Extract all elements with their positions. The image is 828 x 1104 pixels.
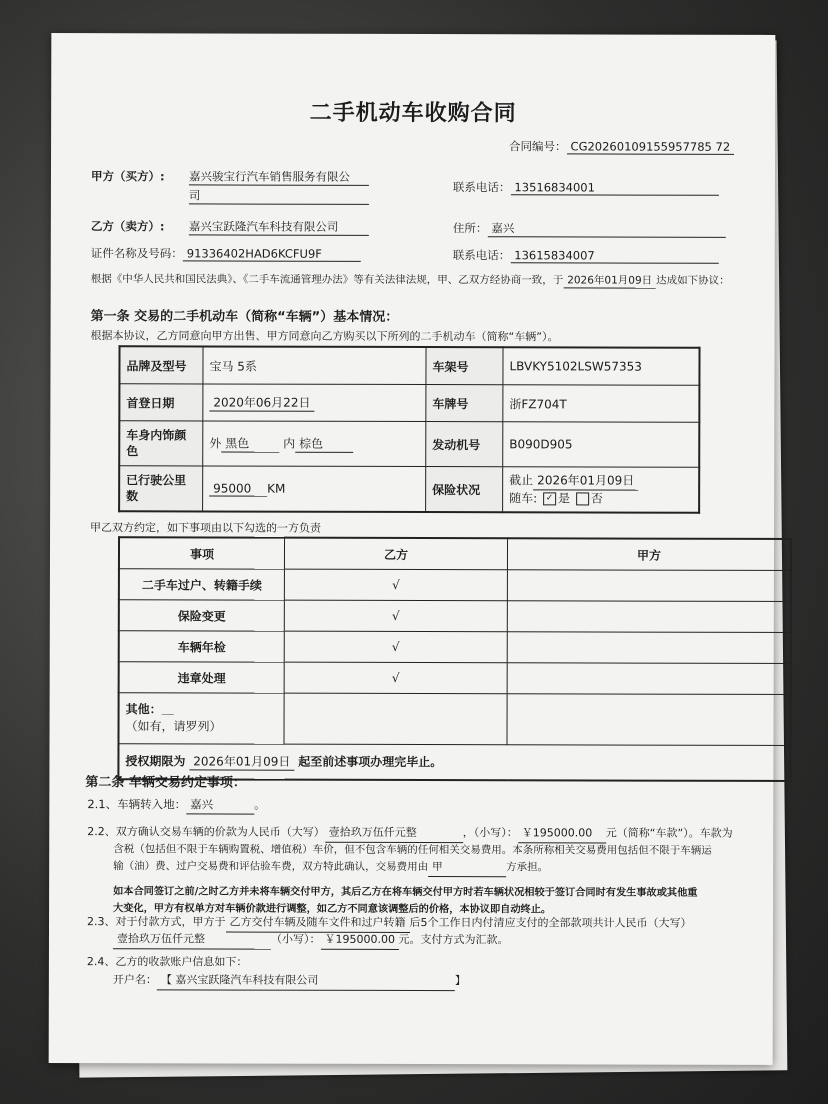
duty-a-check[interactable] bbox=[507, 663, 791, 695]
party-b-phone bbox=[453, 247, 719, 264]
party-a-phone bbox=[453, 179, 719, 196]
insurance-no-checkbox[interactable] bbox=[576, 492, 589, 505]
party-b-phone-value: 13615834007 bbox=[510, 248, 718, 264]
brand-label: 品牌及型号 bbox=[119, 346, 203, 384]
duty-row bbox=[119, 662, 791, 695]
insurance-yes-checkbox[interactable]: ✓ bbox=[543, 492, 556, 505]
party-a-label: 甲方（买方）: bbox=[90, 169, 165, 184]
duty-item: 违章处理 bbox=[119, 662, 285, 693]
authorization-label: 授权期限为 bbox=[125, 754, 186, 769]
party-a-phone-value: 13516834001 bbox=[510, 180, 718, 196]
insurance-until-date: 2026年01月09日 bbox=[533, 472, 638, 490]
bold-clause-line1: 如本合同签订之前/之时乙方并未将车辆交付甲方，其后乙方在将车辆交付甲方时若车辆状况相较于签订合同时有发生事故或其他重 bbox=[113, 886, 698, 899]
duty-row bbox=[119, 631, 791, 664]
color-label-line1: 车身内饰颜 bbox=[126, 428, 187, 443]
vin-value: LBVKY5102LSW57353 bbox=[503, 347, 700, 385]
clause-2-3-text-2: 后5个工作日内付清应支付的全部款项共计人民币（大写） bbox=[409, 915, 692, 930]
color-label bbox=[119, 421, 203, 466]
duty-a-check[interactable] bbox=[507, 601, 791, 633]
clause-2-4-text: 乙方的收款账户信息如下： bbox=[115, 955, 248, 969]
party-b-phone-label: 联系电话： bbox=[452, 248, 511, 263]
duties-header-a: 甲方 bbox=[507, 538, 791, 570]
preamble-date: 2026年01月09日 bbox=[563, 272, 656, 288]
preamble-text: 根据《中华人民共和国民法典》、《二手车流通管理办法》等有关法律法规，甲、乙双方经协商一致，于 bbox=[90, 273, 564, 287]
duty-other-hint: （如有，请罗列） bbox=[125, 719, 222, 734]
mileage-unit: KM bbox=[267, 481, 286, 496]
clause-2-2-text-2: ，（小写）： bbox=[462, 826, 518, 840]
clause-2-1-no: 2.1、 bbox=[87, 797, 118, 812]
duties-intro: 甲乙双方约定，如下事项由以下勾选的一方负责 bbox=[90, 521, 322, 535]
engine-value: B090D905 bbox=[503, 422, 700, 468]
clause-2-2-upper-amount: 壹拾玖万伍仟元整 bbox=[325, 824, 463, 843]
color-cell bbox=[203, 421, 426, 467]
interior-color: 棕色 bbox=[295, 435, 353, 453]
clause-2-1: 2.1、车辆转入地： 嘉兴 。 bbox=[87, 795, 265, 814]
duty-other-cell bbox=[118, 693, 284, 744]
contract-number-value: CG20260109155957785 72 bbox=[567, 139, 735, 154]
clause-2-3-lower-amount: ￥195000.00 bbox=[320, 931, 398, 950]
account-holder-name: 【 嘉兴宝跃隆汽车科技有限公司 bbox=[157, 971, 455, 991]
party-b-name: 嘉兴宝跃隆汽车科技有限公司 bbox=[189, 218, 369, 235]
clause-2-2-payer: 甲 bbox=[428, 858, 506, 877]
duty-other-value: ＿ bbox=[161, 702, 174, 717]
duty-row bbox=[119, 569, 791, 602]
authorization-tail: 起至前述事项办理完毕止。 bbox=[298, 754, 443, 770]
duty-item: 二手车过户、转籍手续 bbox=[119, 569, 285, 600]
vehicle-info-table bbox=[118, 345, 700, 514]
duty-a-check[interactable] bbox=[507, 632, 791, 664]
contract-page bbox=[49, 33, 776, 1065]
clause-2-3-text: 对于付款方式，甲方于 bbox=[115, 915, 226, 929]
clause-2-2-line3 bbox=[113, 857, 548, 877]
clause-2-2-text: 双方确认交易车辆的价款为人民币（大写） bbox=[115, 825, 325, 839]
duty-item: 保险变更 bbox=[119, 600, 285, 631]
exterior-label: 外 bbox=[209, 436, 222, 451]
clause-2-4-no: 2.4、 bbox=[86, 955, 116, 969]
interior-label: 内 bbox=[283, 436, 296, 451]
duty-other-label: 其他： bbox=[125, 702, 162, 717]
party-a-name-line2: 司 bbox=[189, 187, 369, 204]
reg-date-cell bbox=[203, 384, 426, 422]
insurance-with-label: 随车: bbox=[509, 490, 538, 505]
clause-2-2-line3-text: 输（油）费、过户交易费和评估验车费，双方特此确认，交易费用由 bbox=[113, 860, 429, 874]
account-holder-bracket: 】 bbox=[454, 974, 466, 988]
reg-date-label: 首登日期 bbox=[119, 384, 203, 421]
clause-2-2-line3-tail: 方承担。 bbox=[506, 861, 549, 874]
mileage-label bbox=[119, 466, 203, 512]
color-label-line2: 色 bbox=[126, 444, 139, 459]
party-a-name-line1: 嘉兴骏宝行汽车销售服务有限公 bbox=[189, 168, 369, 185]
certificate bbox=[91, 245, 361, 262]
article-1-title: 第一条 交易的二手机动车（简称“车辆”）基本情况： bbox=[90, 309, 399, 325]
duty-b-check[interactable]: √ bbox=[284, 631, 507, 663]
duty-other-a[interactable] bbox=[507, 694, 791, 746]
authorization-date: 2026年01月09日 bbox=[189, 752, 294, 770]
certificate-label: 证件名称及号码： bbox=[90, 246, 183, 261]
exterior-color: 黑色 bbox=[221, 435, 279, 453]
plate-label: 车牌号 bbox=[426, 385, 503, 422]
clause-2-3-text-3: （小写）： bbox=[270, 932, 321, 946]
party-b-label: 乙方（卖方）: bbox=[90, 219, 165, 234]
duty-b-check[interactable]: √ bbox=[284, 600, 507, 632]
clause-2-4 bbox=[87, 953, 248, 971]
article-2-title: 第二条 车辆交易约定事项： bbox=[85, 775, 246, 791]
duties-header-item: 事项 bbox=[119, 537, 285, 569]
duty-b-check[interactable]: √ bbox=[284, 569, 507, 601]
mileage-value: 95000 bbox=[209, 481, 267, 496]
engine-label: 发动机号 bbox=[426, 422, 503, 467]
mileage-label-line2: 数 bbox=[126, 489, 139, 504]
clause-2-3-upper-amount: 壹拾玖万伍仟元整 bbox=[113, 930, 271, 949]
preamble-tail: 达成如下协议： bbox=[656, 274, 730, 287]
clause-2-1-value: 嘉兴 bbox=[186, 795, 254, 814]
insurance-yes-label: 是 bbox=[557, 490, 571, 505]
clause-2-2-lower-amount: ￥195000.00 bbox=[518, 824, 606, 843]
mileage-label-line1: 已行驶公里 bbox=[126, 473, 187, 488]
brand-value: 宝马 5系 bbox=[203, 346, 426, 384]
duty-a-check[interactable] bbox=[507, 570, 791, 602]
duties-table bbox=[117, 536, 792, 782]
party-b-address bbox=[453, 220, 726, 238]
clause-2-3-no: 2.3、 bbox=[87, 915, 116, 929]
clause-2-3-text-4: 元。支付方式为汇款。 bbox=[398, 932, 509, 947]
document-title: 二手机动车收购合同 bbox=[309, 100, 517, 127]
party-a-phone-label: 联系电话： bbox=[452, 180, 511, 195]
clause-2-1-text: 车辆转入地： bbox=[117, 797, 187, 812]
contract-number-label: 合同编号： bbox=[509, 139, 567, 154]
certificate-value: 91336402HAD6KCFU9F bbox=[183, 246, 361, 261]
clause-2-2-no: 2.2、 bbox=[87, 825, 116, 839]
clause-2-3-line2 bbox=[113, 930, 509, 950]
article-1-intro: 根据本协议，乙方同意向甲方出售、甲方同意向乙方购买以下所列的二手机动车（简称“车辆”）。 bbox=[90, 329, 559, 344]
account-holder-label: 开户名： bbox=[112, 973, 157, 987]
reg-date-value: 2020年06月22日 bbox=[209, 393, 314, 411]
address-label: 住所： bbox=[452, 221, 488, 236]
plate-value: 浙FZ704T bbox=[503, 385, 700, 423]
insurance-until-label: 截止 bbox=[509, 472, 534, 487]
insurance-cell bbox=[503, 467, 700, 513]
insurance-no-label: 否 bbox=[590, 490, 603, 505]
bold-clause-line2: 大变化，甲方有权单方对车辆价款进行调整，如乙方不同意该调整后的价格，本协议即自动终止。 bbox=[113, 903, 552, 916]
mileage-cell bbox=[203, 466, 426, 512]
clause-2-2-text-3: 元（简称“车款”）。车款为 bbox=[605, 826, 733, 840]
duty-b-check[interactable]: √ bbox=[284, 662, 507, 694]
vin-label: 车架号 bbox=[426, 347, 503, 385]
account-holder bbox=[113, 971, 466, 991]
duties-header-b: 乙方 bbox=[284, 538, 507, 570]
duty-row bbox=[119, 600, 791, 633]
duty-item: 车辆年检 bbox=[119, 631, 285, 662]
contract-number bbox=[509, 138, 734, 155]
insurance-label: 保险状况 bbox=[426, 467, 503, 513]
preamble bbox=[91, 271, 730, 289]
duty-other-b[interactable] bbox=[284, 693, 507, 745]
clause-2-3-condition: 乙方交付车辆及随车文件和过户转籍 bbox=[225, 914, 409, 933]
address-value: 嘉兴 bbox=[487, 220, 725, 238]
clause-2-2-line2: 含税（包括但不限于车辆购置税、增值税）车价，但不包含车辆的任何相关交易费用。本条所称相关交易费用包括但不限于车辆运 bbox=[113, 843, 712, 857]
